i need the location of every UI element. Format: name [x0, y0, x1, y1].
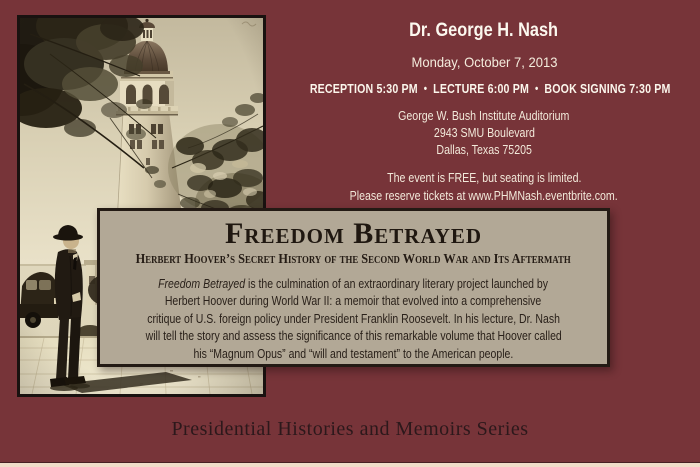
book-subtitle	[100, 252, 607, 269]
description-line-2: Herbert Hoover during World War II: a memoir that evolved into a comprehensive	[165, 294, 542, 309]
eventbrite-url: Please reserve tickets at www.PHMNash.eventbrite.com.	[349, 188, 619, 203]
schedule-reception: RECEPTION 5:30 PM	[309, 82, 418, 96]
event-schedule	[278, 82, 690, 96]
schedule-line	[310, 82, 671, 96]
admission-block	[278, 170, 690, 205]
schedule-lecture: LECTURE 6:00 PM	[433, 82, 530, 96]
schedule-book-signing: BOOK SIGNING 7:30 PM	[544, 82, 671, 96]
venue-city: Dallas, Texas 75205	[436, 143, 532, 157]
event-date-text: Monday, October 7, 2013	[411, 54, 557, 70]
scan-edge-strip	[0, 462, 700, 467]
venue-block	[278, 108, 690, 159]
book-title: Freedom Betrayed	[224, 217, 483, 250]
venue-street: 2943 SMU Boulevard	[433, 126, 535, 140]
series-title	[0, 418, 700, 441]
bullet-separator: •	[423, 83, 428, 95]
event-date	[278, 54, 690, 70]
admission-free-note: The event is FREE, but seating is limited.	[386, 171, 582, 185]
bullet-separator: •	[534, 83, 539, 95]
speaker-name	[278, 20, 690, 42]
eventbrite-url-line	[278, 188, 690, 206]
event-info	[278, 0, 690, 205]
venue-name: George W. Bush Institute Auditorium	[398, 109, 570, 123]
speaker-name-text: Dr. George H. Nash	[409, 20, 559, 41]
book-subtitle-text: Herbert Hoover’s Secret History of the Second World War and Its Aftermath	[135, 252, 572, 267]
book-description	[100, 276, 607, 364]
book-title-italic: Freedom Betrayed	[158, 276, 246, 291]
description-line-4: will tell the story and assess the significance of this remarkable volume that Hoover called	[145, 329, 562, 344]
description-line-1	[100, 276, 607, 294]
description-line-1-text: is the culmination of an extraordinary literary project launched by	[245, 276, 549, 291]
book-panel	[97, 208, 610, 367]
description-line-5: his “Magnum Opus” and “will and testament” to the American people.	[193, 346, 514, 361]
description-line-3: critique of U.S. foreign policy under President Franklin Roosevelt. In his lecture, Dr. Nash	[147, 311, 560, 326]
series-title-text: Presidential Histories and Memoirs Series	[171, 418, 529, 440]
